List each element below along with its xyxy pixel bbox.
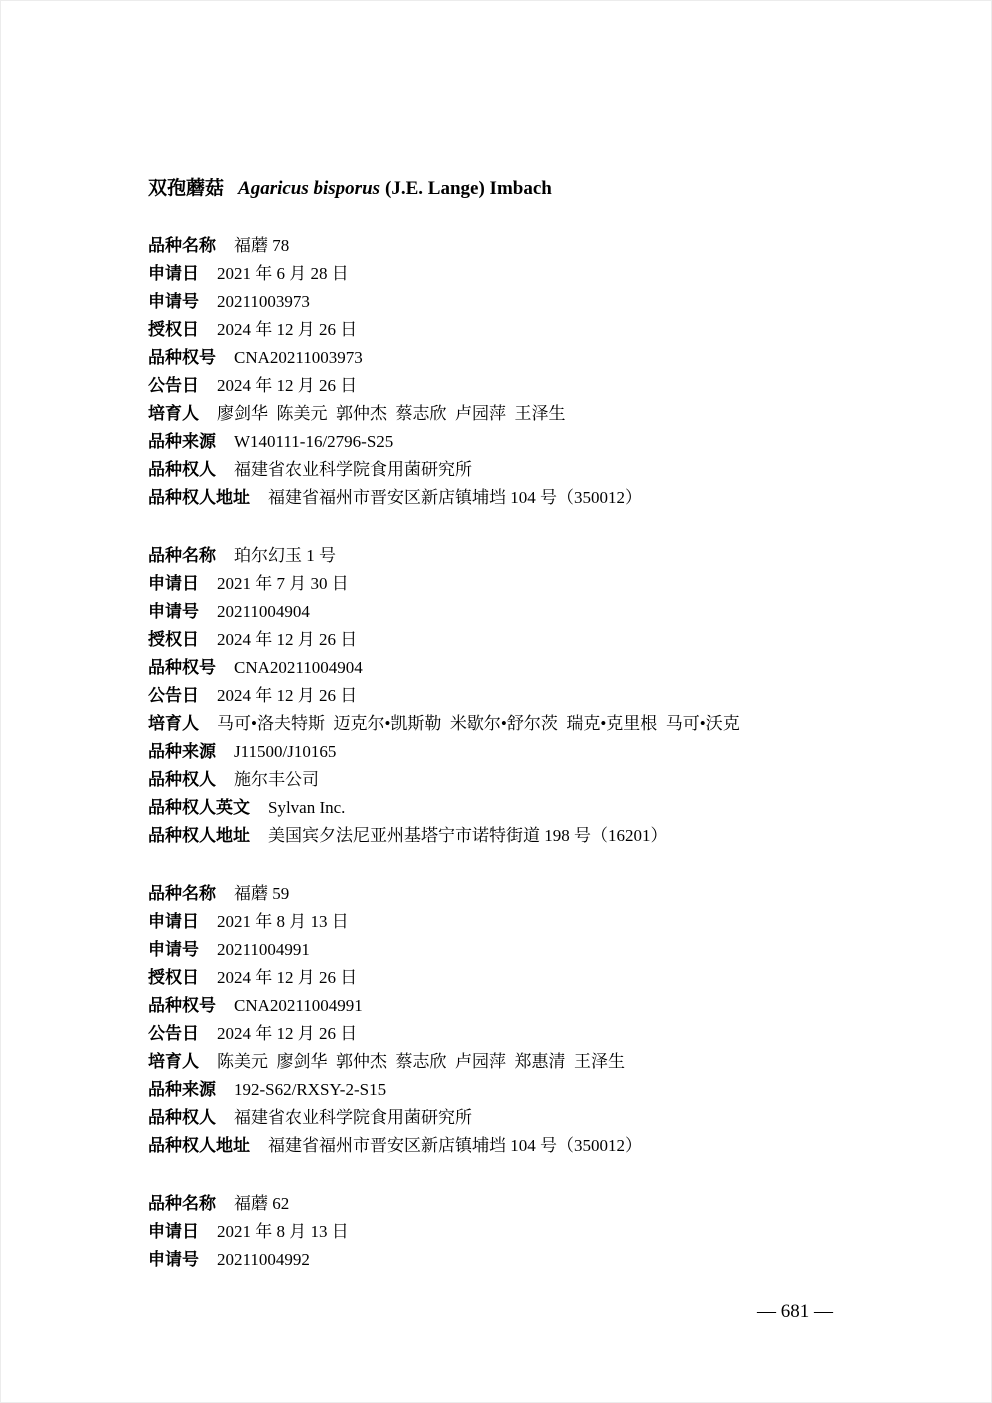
field-label: 品种来源 [148,742,216,761]
field-row [148,400,888,428]
field-label: 申请号 [148,602,199,621]
field-label: 申请日 [148,574,199,593]
field-label: 授权日 [148,630,199,649]
field-value: 马可•洛夫特斯 迈克尔•凯斯勒 米歇尔•舒尔茨 瑞克•克里根 马可•沃克 [217,714,740,733]
species-name-cn: 双孢蘑菇 [148,178,225,199]
field-label: 品种权人 [148,770,216,789]
field-value: 福建省农业科学院食用菌研究所 [234,1108,472,1127]
field-value: 2024 年 12 月 26 日 [217,376,358,395]
variety-entry [148,880,888,1160]
field-row [148,964,888,992]
field-value: 珀尔幻玉 1 号 [234,546,336,565]
field-row [148,626,888,654]
field-label: 品种权人英文 [148,798,250,817]
field-value: 陈美元 廖剑华 郭仲杰 蔡志欣 卢园萍 郑惠清 王泽生 [217,1052,625,1071]
field-label: 品种名称 [148,236,216,255]
variety-entries-list [148,232,888,1274]
field-row [148,908,888,936]
field-value: 2024 年 12 月 26 日 [217,686,358,705]
field-label: 培育人 [148,404,199,423]
field-row [148,1246,888,1274]
field-row [148,260,888,288]
field-label: 品种名称 [148,884,216,903]
species-title [148,176,888,202]
field-label: 品种权人地址 [148,488,250,507]
field-value: 福蘑 62 [234,1194,290,1213]
field-label: 品种权号 [148,996,216,1015]
field-row [148,344,888,372]
field-value: 福建省福州市晋安区新店镇埔垱 104 号（350012） [268,1136,642,1155]
field-value: 2021 年 7 月 30 日 [217,574,349,593]
field-row [148,542,888,570]
field-row [148,822,888,850]
field-row [148,766,888,794]
field-label: 授权日 [148,320,199,339]
field-row [148,1218,888,1246]
field-value: CNA20211004991 [234,996,363,1015]
page-number: — 681 — [757,1301,833,1322]
field-row [148,372,888,400]
field-label: 申请日 [148,912,199,931]
page-content [148,176,888,1304]
field-row [148,710,888,738]
field-value: CNA20211004904 [234,658,363,677]
field-row [148,936,888,964]
field-row [148,428,888,456]
field-row [148,1048,888,1076]
field-row [148,484,888,512]
field-value: 2024 年 12 月 26 日 [217,320,358,339]
field-value: W140111-16/2796-S25 [234,432,394,451]
field-value: 福蘑 78 [234,236,290,255]
field-row [148,456,888,484]
field-value: 施尔丰公司 [234,770,319,789]
field-row [148,316,888,344]
field-value: 福建省农业科学院食用菌研究所 [234,460,472,479]
field-label: 品种权号 [148,348,216,367]
field-label: 品种来源 [148,1080,216,1099]
field-value: 192-S62/RXSY-2-S15 [234,1080,387,1099]
field-row [148,738,888,766]
variety-entry [148,542,888,850]
field-row [148,682,888,710]
field-label: 公告日 [148,376,199,395]
field-value: Sylvan Inc. [268,798,346,817]
field-label: 品种名称 [148,546,216,565]
field-value: 廖剑华 陈美元 郭仲杰 蔡志欣 卢园萍 王泽生 [217,404,566,423]
field-value: 福蘑 59 [234,884,290,903]
field-value: 20211004904 [217,602,310,621]
field-value: 美国宾夕法尼亚州基塔宁市诺特街道 198 号（16201） [268,826,668,845]
field-row [148,570,888,598]
field-label: 培育人 [148,714,199,733]
field-value: 福建省福州市晋安区新店镇埔垱 104 号（350012） [268,488,642,507]
field-label: 品种权人 [148,1108,216,1127]
field-label: 培育人 [148,1052,199,1071]
field-label: 申请号 [148,292,199,311]
field-label: 申请日 [148,1222,199,1241]
field-row [148,794,888,822]
field-value: 2024 年 12 月 26 日 [217,968,358,987]
field-label: 品种权号 [148,658,216,677]
field-row [148,232,888,260]
field-label: 品种来源 [148,432,216,451]
field-row [148,1076,888,1104]
field-label: 申请日 [148,264,199,283]
field-label: 品种权人地址 [148,826,250,845]
species-authority: (J.E. Lange) Imbach [385,178,552,199]
field-row [148,1190,888,1218]
field-row [148,1104,888,1132]
field-row [148,598,888,626]
field-label: 公告日 [148,1024,199,1043]
field-label: 品种权人 [148,460,216,479]
species-name-latin: Agaricus bisporus [238,178,381,199]
field-label: 公告日 [148,686,199,705]
field-value: CNA20211003973 [234,348,363,367]
field-value: 2021 年 6 月 28 日 [217,264,349,283]
field-value: 2024 年 12 月 26 日 [217,1024,358,1043]
field-value: 2021 年 8 月 13 日 [217,1222,349,1241]
field-value: 20211004992 [217,1250,310,1269]
field-row [148,1020,888,1048]
field-row [148,880,888,908]
field-value: 2024 年 12 月 26 日 [217,630,358,649]
field-label: 品种名称 [148,1194,216,1213]
field-value: J11500/J10165 [234,742,337,761]
field-row [148,288,888,316]
field-value: 2021 年 8 月 13 日 [217,912,349,931]
field-label: 授权日 [148,968,199,987]
field-row [148,992,888,1020]
field-row [148,654,888,682]
field-label: 申请号 [148,1250,199,1269]
field-label: 品种权人地址 [148,1136,250,1155]
field-label: 申请号 [148,940,199,959]
variety-entry [148,232,888,512]
field-row [148,1132,888,1160]
field-value: 20211004991 [217,940,310,959]
field-value: 20211003973 [217,292,310,311]
variety-entry [148,1190,888,1274]
